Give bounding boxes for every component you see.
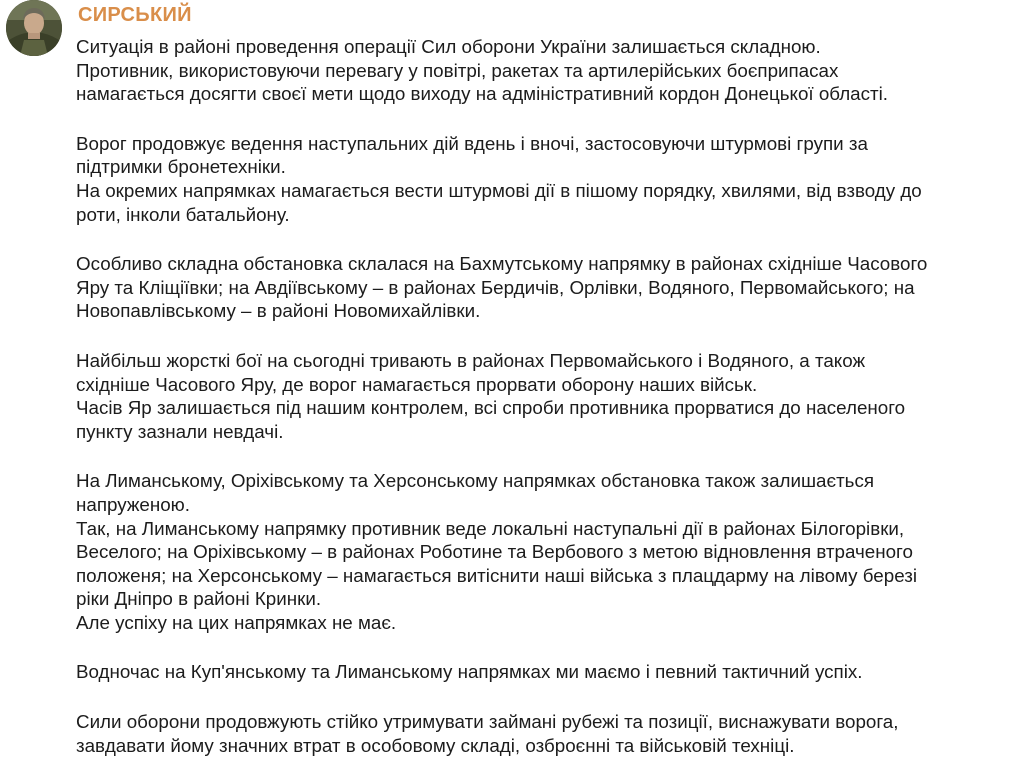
paragraph bbox=[76, 252, 1016, 323]
text-line: На окремих напрямках намагається вести штурмові дії в пішому порядку, хвилями, від взводу до bbox=[76, 179, 922, 201]
sender-name[interactable]: СИРСЬКИЙ bbox=[78, 4, 192, 26]
avatar[interactable] bbox=[6, 0, 62, 56]
text-line: Часів Яр залишається під нашим контролем, всі спроби противника прорватися до населеного bbox=[76, 397, 906, 419]
text-line: роти, інколи батальйону. bbox=[76, 203, 290, 225]
text-line: завдавати йому значних втрат в особовому складі, озброєнні та військовій техніці. bbox=[76, 734, 795, 756]
text-line: напруженою. bbox=[76, 493, 190, 515]
paragraph-spacer bbox=[76, 443, 1016, 469]
text-line: Так, на Лиманському напрямку противник веде локальні наступальні дії в районах Білогорівки, bbox=[76, 517, 905, 539]
text-line: На Лиманському, Оріхівському та Херсонському напрямках обстановка також залишається bbox=[76, 470, 875, 492]
text-line: Противник, використовуючи перевагу у повітрі, ракетах та артилерійських боєприпасах bbox=[76, 59, 839, 81]
paragraph-spacer bbox=[76, 106, 1016, 132]
avatar-portrait-icon bbox=[6, 0, 62, 56]
text-line: Ворог продовжує ведення наступальних дій вдень і вночі, застосовуючи штурмові групи за bbox=[76, 132, 868, 154]
text-line: Сили оборони продовжують стійко утримувати займані рубежі та позиції, виснажувати ворога, bbox=[76, 711, 899, 733]
text-line: Особливо складна обстановка склалася на Бахмутському напрямку в районах східніше Часового bbox=[76, 253, 928, 275]
text-line: Яру та Кліщіївки; на Авдіївському – в районах Бердичів, Орлівки, Водяного, Первомайського; на bbox=[76, 276, 915, 298]
message-text bbox=[76, 35, 1016, 757]
text-line: Але успіху на цих напрямках не має. bbox=[76, 611, 397, 633]
text-line: Водночас на Куп'янському та Лиманському напрямках ми маємо і певний тактичний успіх. bbox=[76, 661, 863, 683]
text-line: Ситуація в районі проведення операції Сил оборони України залишається складною. bbox=[76, 36, 821, 57]
paragraph bbox=[76, 710, 1016, 757]
text-line: пункту зазнали невдачі. bbox=[76, 420, 284, 442]
paragraph bbox=[76, 132, 1016, 226]
paragraph-spacer bbox=[76, 684, 1016, 710]
text-line: Найбільш жорсткі бої на сьогодні тривають в районах Первомайського і Водяного, а також bbox=[76, 349, 866, 371]
text-line: східніше Часового Яру, де ворог намагається прорвати оборону наших військ. bbox=[76, 373, 758, 395]
paragraph-spacer bbox=[76, 634, 1016, 660]
text-line: намагається досягти своєї мети щодо виходу на адміністративний кордон Донецької області. bbox=[76, 83, 888, 105]
paragraph-spacer bbox=[76, 323, 1016, 349]
text-line: положеня; на Херсонському – намагається витіснити наші війська з плацдарму на лівому березі bbox=[76, 564, 918, 586]
paragraph bbox=[76, 349, 1016, 443]
text-line: підтримки бронетехніки. bbox=[76, 156, 286, 178]
text-line: Веселого; на Оріхівському – в районах Роботине та Вербового з метою відновлення втраченого bbox=[76, 541, 913, 563]
text-line: Новопавлівському – в районі Новомихайлівки. bbox=[76, 300, 481, 322]
text-line: ріки Дніпро в районі Кринки. bbox=[76, 588, 322, 610]
paragraph-spacer bbox=[76, 226, 1016, 252]
paragraph bbox=[76, 469, 1016, 634]
paragraph bbox=[76, 660, 1016, 684]
paragraph bbox=[76, 35, 1016, 106]
